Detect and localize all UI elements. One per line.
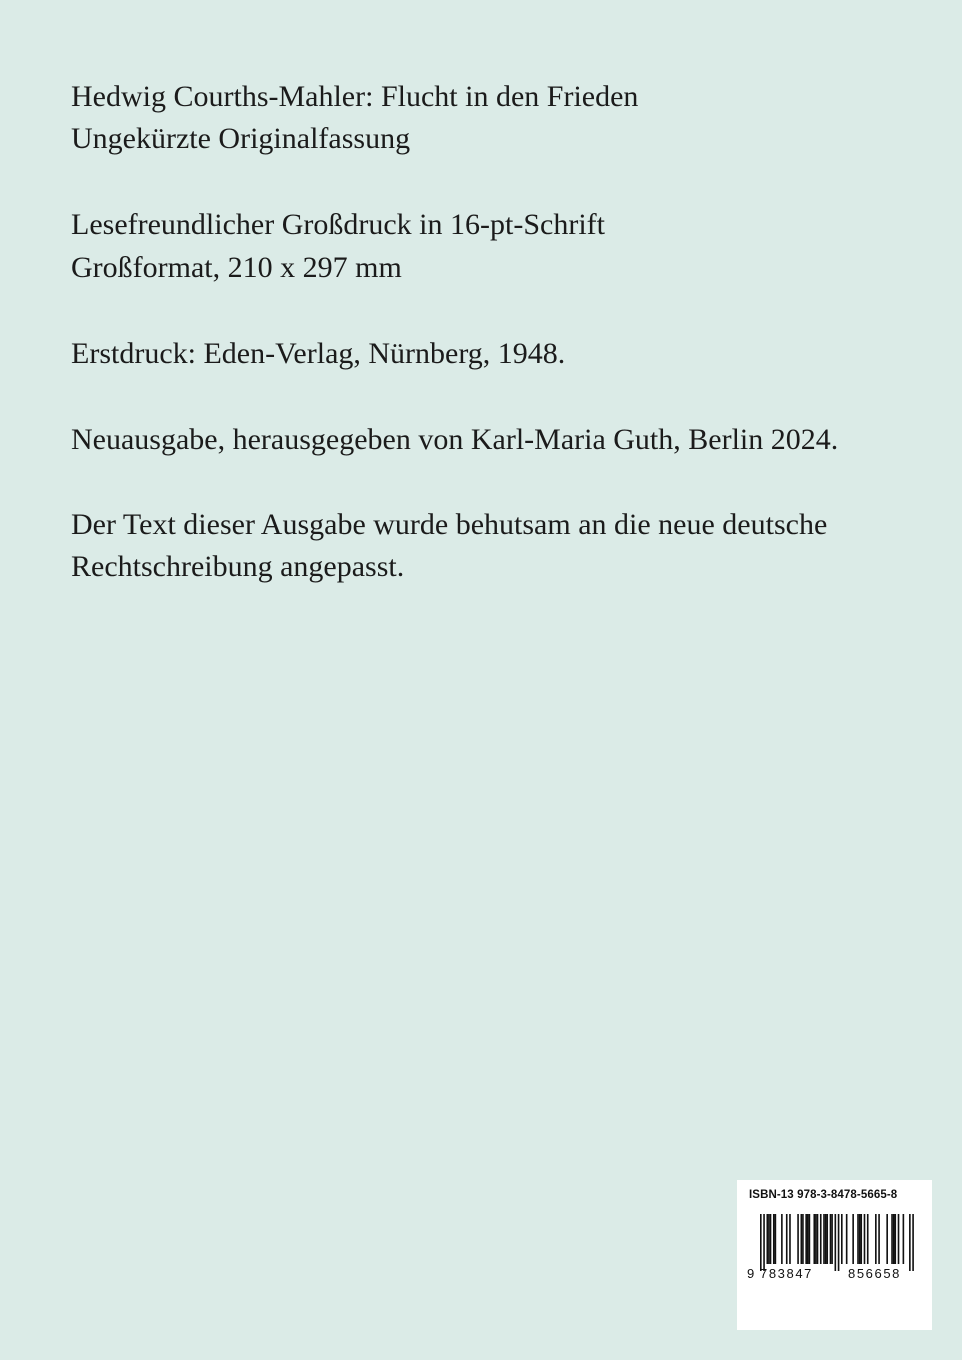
spelling-note-line-1: Der Text dieser Ausgabe wurde behutsam an die neue deutsche — [71, 508, 828, 541]
barcode-bar — [831, 1214, 833, 1264]
barcode-bar — [852, 1214, 854, 1264]
barcode-bar — [846, 1214, 848, 1264]
barcode-bar — [891, 1214, 893, 1264]
isbn-barcode-box — [737, 1180, 932, 1330]
barcode-bar — [807, 1214, 809, 1264]
first-print-note: Erstdruck: Eden-Verlag, Nürnberg, 1948. — [71, 337, 566, 370]
barcode-bar — [805, 1214, 807, 1264]
print-size-note: Lesefreundlicher Großdruck in 16-pt-Schrift — [71, 208, 605, 241]
barcode-bar — [903, 1214, 905, 1264]
barcode-bar — [768, 1214, 770, 1264]
book-title-line: Hedwig Courths-Mahler: Flucht in den Frieden — [71, 80, 639, 113]
barcode-bar — [893, 1214, 895, 1264]
barcode-first-digit: 9 — [747, 1266, 756, 1281]
barcode-bar — [775, 1214, 777, 1264]
barcode-bar — [886, 1214, 888, 1264]
barcode-bar — [820, 1214, 822, 1264]
barcode-bar — [813, 1214, 815, 1264]
barcode-bar — [766, 1214, 768, 1264]
isbn-label: ISBN-13 978-3-8478-5665-8 — [749, 1189, 898, 1201]
barcode-bar — [770, 1214, 772, 1264]
barcode-graphic — [737, 1180, 932, 1330]
barcode-bar — [867, 1214, 869, 1264]
format-note: Großformat, 210 x 297 mm — [71, 251, 402, 284]
barcode-bar — [797, 1214, 799, 1264]
barcode-bar — [781, 1214, 783, 1264]
barcode-guard-bar — [760, 1214, 762, 1271]
barcode-guard-bar — [912, 1214, 914, 1271]
barcode-right-group: 856658 — [848, 1266, 901, 1281]
barcode-bar — [830, 1214, 832, 1264]
barcode-bar — [786, 1214, 788, 1264]
barcode-bar — [817, 1214, 819, 1264]
barcode-guard-bar — [838, 1214, 840, 1271]
barcode-bar — [894, 1214, 896, 1264]
barcode-bar — [773, 1214, 775, 1264]
barcode-bar — [864, 1214, 866, 1264]
barcode-bar — [815, 1214, 817, 1264]
barcode-bar — [826, 1214, 828, 1264]
barcode-bar — [841, 1214, 843, 1264]
barcode-bar — [801, 1214, 803, 1264]
barcode-guard-bar — [835, 1214, 837, 1271]
barcode-bar — [823, 1214, 825, 1264]
barcode-bar — [789, 1214, 791, 1264]
spelling-note-line-2: Rechtschreibung angepasst. — [71, 550, 405, 583]
new-edition-note: Neuausgabe, herausgegeben von Karl-Maria Guth, Berlin 2024. — [71, 423, 839, 456]
barcode-bar — [802, 1214, 804, 1264]
barcode-guard-bar — [909, 1214, 911, 1271]
barcode-bar — [825, 1214, 827, 1264]
barcode-bar — [857, 1214, 859, 1264]
edition-note: Ungekürzte Originalfassung — [71, 122, 411, 155]
barcode-bar — [809, 1214, 811, 1264]
barcode-bar — [860, 1214, 862, 1264]
barcode-bar — [878, 1214, 880, 1264]
barcode-bar — [859, 1214, 861, 1264]
barcode-guard-bar — [763, 1214, 765, 1271]
barcode-bar — [875, 1214, 877, 1264]
barcode-left-group: 783847 — [760, 1266, 813, 1281]
barcode-bar — [898, 1214, 900, 1264]
